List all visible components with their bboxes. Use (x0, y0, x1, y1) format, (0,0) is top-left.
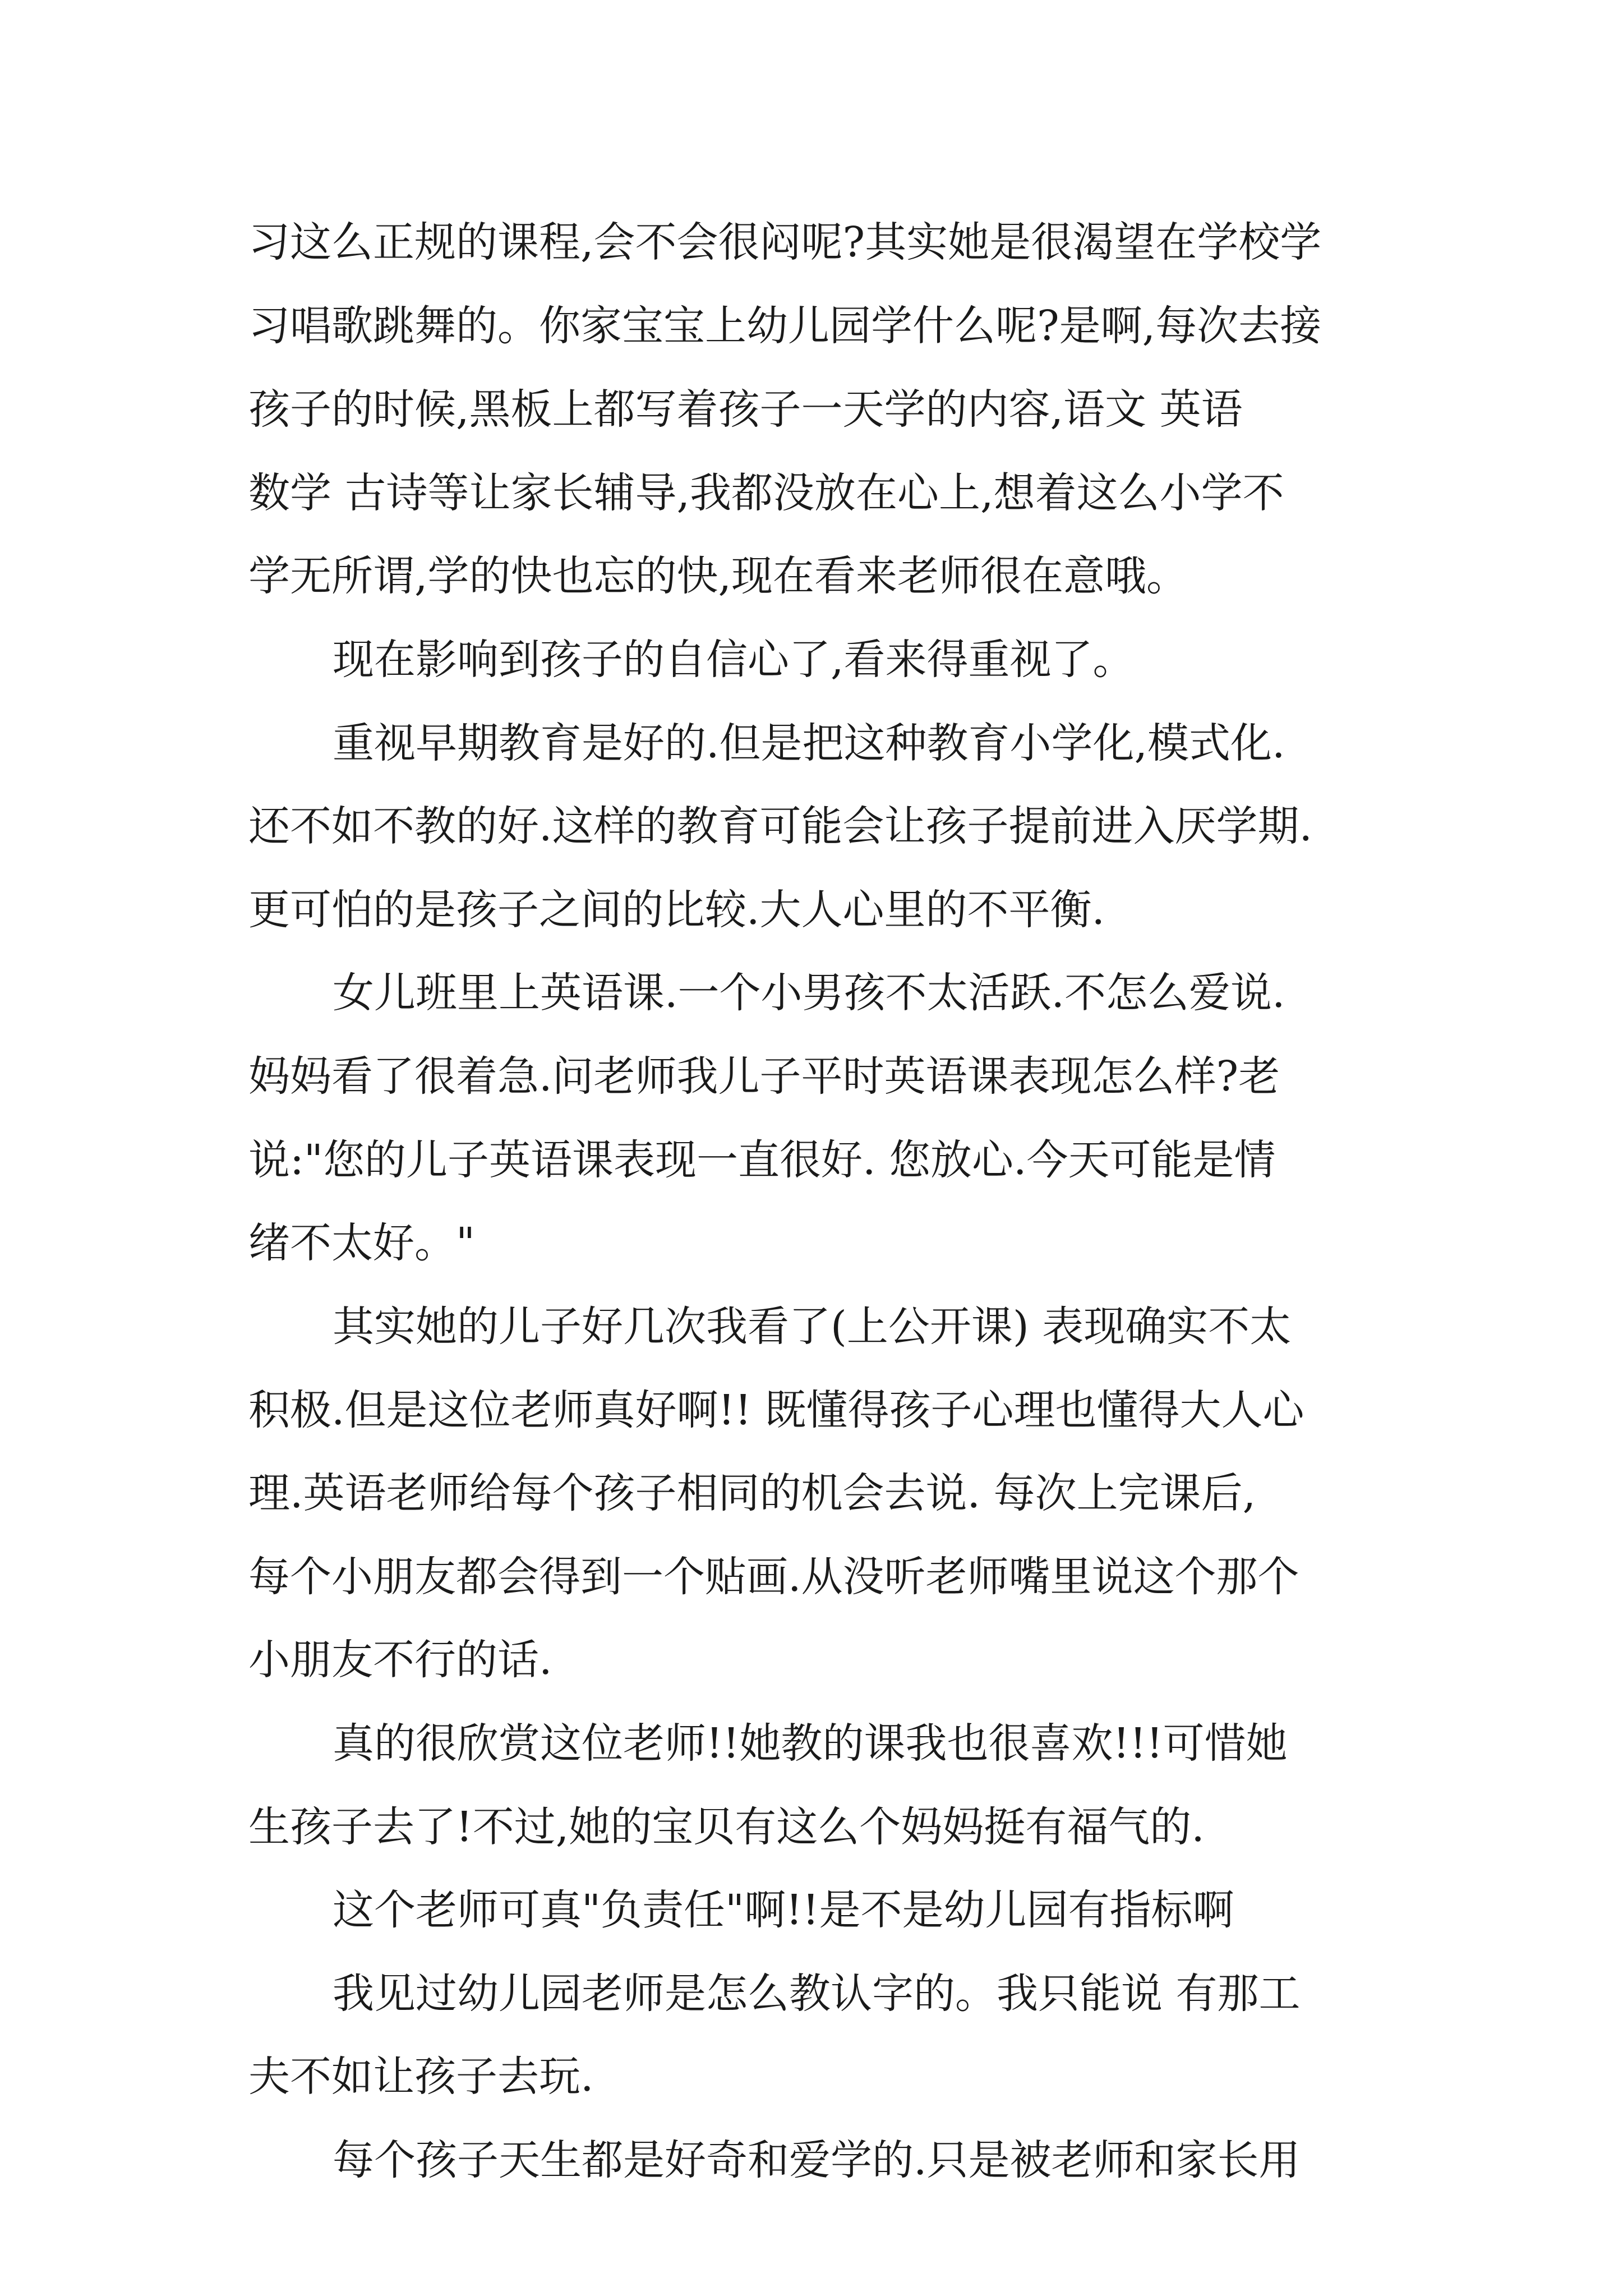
text-line: 我见过幼儿园老师是怎么教认字的。我只能说 有那工 (333, 1970, 1301, 2018)
text-line: 这个老师可真"负责任"啊!!是不是幼儿园有指标啊 (333, 1886, 1234, 1934)
text-line: 习这么正规的课程,会不会很闷呢?其实她是很渴望在学校学 (248, 218, 1322, 266)
text-line: 说:"您的儿子英语课表现一直很好. 您放心.今天可能是情 (248, 1136, 1276, 1184)
text-line: 积极.但是这位老师真好啊!! 既懂得孩子心理也懂得大人心 (248, 1386, 1304, 1434)
text-line: 每个孩子天生都是好奇和爱学的.只是被老师和家长用 (333, 2136, 1301, 2184)
text-line: 现在影响到孩子的自信心了,看来得重视了。 (333, 636, 1135, 684)
text-line: 妈妈看了很着急.问老师我儿子平时英语课表现怎么样?老 (248, 1052, 1280, 1101)
text-line: 理.英语老师给每个孩子相同的机会去说. 每次上完课后, (248, 1469, 1256, 1517)
text-line: 还不如不教的好.这样的教育可能会让孩子提前进入厌学期. (248, 802, 1313, 850)
text-line: 女儿班里上英语课.一个小男孩不太活跃.不怎么爱说. (333, 969, 1285, 1017)
text-line: 其实她的儿子好几次我看了(上公开课) 表现确实不太 (333, 1303, 1292, 1351)
text-line: 习唱歌跳舞的。你家宝宝上幼儿园学什么呢?是啊,每次去接 (248, 302, 1322, 350)
text-line: 数学 古诗等让家长辅导,我都没放在心上,想着这么小学不 (248, 469, 1284, 517)
text-line: 学无所谓,学的快也忘的快,现在看来老师很在意哦。 (248, 552, 1188, 600)
text-line: 孩子的时候,黑板上都写着孩子一天学的内容,语文 英语 (248, 385, 1243, 434)
text-line: 重视早期教育是好的.但是把这种教育小学化,模式化. (333, 719, 1285, 767)
text-line: 小朋友不行的话. (248, 1636, 552, 1684)
text-line: 生孩子去了!不过,她的宝贝有这么个妈妈挺有福气的. (248, 1803, 1205, 1851)
text-line: 更可怕的是孩子之间的比较.大人心里的不平衡. (248, 886, 1105, 934)
text-line: 真的很欣赏这位老师!!她教的课我也很喜欢!!!可惜她 (333, 1719, 1288, 1768)
text-line: 绪不太好。" (248, 1219, 476, 1267)
text-line: 夫不如让孩子去玩. (248, 2053, 594, 2101)
text-line: 每个小朋友都会得到一个贴画.从没听老师嘴里说这个那个 (248, 1553, 1299, 1601)
